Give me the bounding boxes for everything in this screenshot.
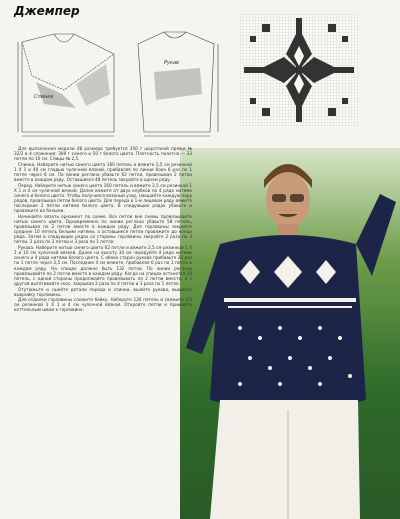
paragraph-front: Перед. Наберите нитью синего цвета 160 петель и вяжите 2,5 см резинкой 1 Х 1 и 4 см чулочной вязкой. Далее вяжите от двух клубков по 4 ряда нитями синего и белого цвета. Чтобы получился вязаный узор, смещайте каждую пару рядов, провязывая петли белого цвета. Для переда в 1-м лицевом ряду вяжите последние 2 петли нитями белого цвета. В следующих рядах убавьте и провяжите их белыми.	[14, 182, 192, 214]
paragraph-back: Спинка. Наберите нитью синего цвета 160 петель и вяжите 2,5 см резинкой 1 Х 1 и 40 см гладью чулочной вязкой, прибавляя по линии бока 6 раз по 1 петле через 6 см. По линии реглана убавьте 62 петли, провязывая 2 петли вместе в каждом ряду. Оставшиеся 48 петель закройте в одном ряду.	[14, 161, 192, 183]
paragraph-sleeves: Рукава. Наберите нитью синего цвета 62 петли и вяжите 2,5 см резинкой 1 Х 1 и 10 см чулочной вязкой. Далее на высоту 34 см чередуйте 4 ряда нитями синего и 4 ряда нитями белого цвета. С обеих сторон рукава прибавьте 20 раз по 1 петле через 2,5 см. Последние 4 см вяжите, прибавляя 6 раз по 1 петле в каждом ряду. На спицах должно быть 132 петли. По линии реглана провязывайте по 2 петли вместе в каждом ряду. Когда на спицах останется 18 петель, с одной стороны продолжайте провязывать по 2 петли вместе, а с другой вытягивайте скос, закрывая 2 раза по 4 петли и 3 раза по 1 петле.	[14, 245, 192, 286]
model-photo	[180, 148, 400, 519]
article-text	[14, 146, 192, 313]
label-back: Спинка	[34, 94, 54, 100]
paragraph-neckband: Для отделки горловины сложите бейку. Наберите 126 петель и свяжите 2,5 см резинкой 1 Х 1 и 4 см чулочной вязкой. Откройте петли и пришейте кеттельным швом к горловине.	[14, 297, 192, 313]
paragraph-assembly: Отутюжьте и сшейте детали переда и спинки, вшейте рукава, вышейте выкройку горловины.	[14, 286, 192, 297]
knitting-chart	[240, 14, 358, 126]
paragraph-materials: Для выполнения модели 48 размера требуется 350 г шерстяной пряжи № 32/2 в 4 сложения: 300 г синего и 50 г белого цвета. Плотность полотна — 33 петли по 10 см. Спицы № 2,5.	[14, 146, 192, 162]
page-title: Джемпер	[14, 4, 80, 18]
label-sleeve: Рукав	[164, 60, 180, 66]
front-piece-neck	[54, 34, 74, 42]
paragraph-pattern: Начинайте вязать орнамент по схеме. Все петли вне схемы провязывайте нитью синего цвета. Одновременно по линии реглана убавьте 58 петель, провязывая по 2 петли вместе в каждом ряду. Для горловины закройте средние 10 петель белыми нитями, а оставшиеся петли провяжите до конца ряда. Затем в следующих рядах со стороны горловины закройте 2 раза по 3 петли, 2 раза по 2 петли и 3 раза по 1 петле.	[14, 214, 192, 245]
pattern-schemes	[14, 24, 234, 144]
